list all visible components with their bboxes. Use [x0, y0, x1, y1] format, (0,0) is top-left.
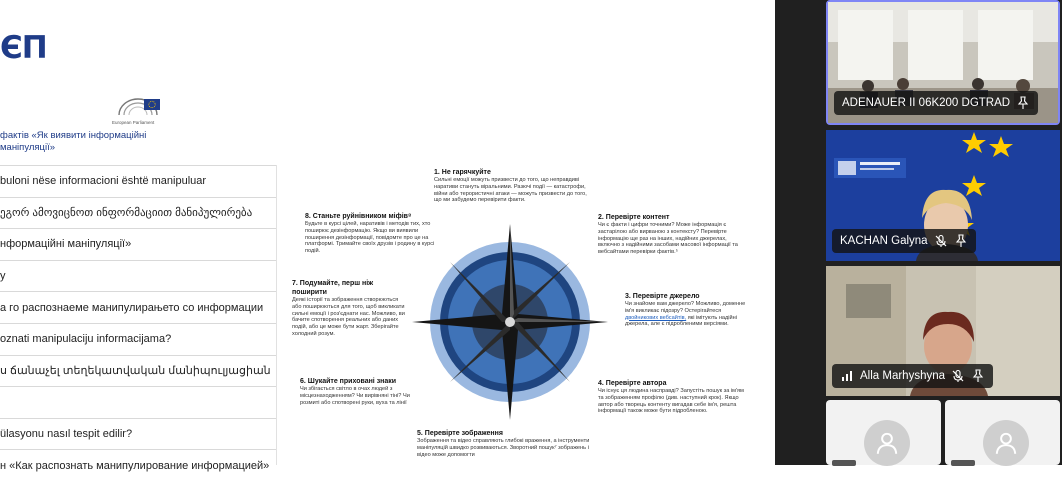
pin-icon[interactable] [954, 234, 968, 248]
tip-text: Чи є факти і цифри точними? Може інформація є застарілою або вирваною з контексту? Перевірте інформацію ще раз на інших, надійних джерелах, включно з надійними засобами масової інформації та вебсайтами перевірки фактів.⁵ [598, 222, 738, 256]
participant-name: KACHAN Galyna [840, 235, 928, 247]
panel-separator [775, 0, 822, 465]
tip-text: Зображення та відео справляють глибокі враження, а інструменти маніпуляцій швидко розвиваються. Зворотний пошук⁷ зображень і відео може допомогти [417, 438, 590, 458]
tip-7 [292, 279, 408, 338]
person-icon [993, 430, 1019, 456]
signal-bars-icon [840, 369, 854, 383]
list-item[interactable] [0, 386, 276, 418]
infographic [277, 165, 775, 465]
tip-title: 1. Не гарячкуйте [434, 169, 491, 176]
tip-1 [434, 168, 587, 204]
tip-text-part: які імітують надійні джерела, але є підробленими версіями. [625, 314, 738, 328]
page-title: фактів «Як виявити інформаційні маніпуляції» [0, 130, 147, 153]
tip-title: 5. Перевірте зображення [417, 430, 503, 437]
tip-title: 3. Перевірте джерело [625, 293, 700, 300]
list-item[interactable]: нформаційні маніпуляції» [0, 228, 276, 260]
list-item[interactable]: buloni nëse informacioni është manipuluar [0, 165, 276, 197]
participant-name: ADENAUER II 06K200 DGTRAD [842, 97, 1011, 109]
tip-4 [598, 379, 748, 415]
participant-name-tag [832, 364, 993, 388]
tip-text: Сильні емоції можуть призвести до того, що неправдиві наративи стануть віральними. Разючі події — катастрофи, війни або терористичні атаки — можуть призвести до того, що ми забудемо перевірити факти. [434, 177, 587, 204]
person-icon [874, 430, 900, 456]
tip-text: Деякі історії та зображення створюються або поширюються для того, щоб викликати сильні емоції і роз'єднати нас. Можливо, ви бачите спотворення реальних або даних подій, або це може бути жарт. Зберігайте холодний розум. [292, 297, 405, 337]
avatar [983, 420, 1029, 466]
list-item[interactable]: oznati manipulaciju informacijama? [0, 323, 276, 355]
tip-text: Чи збігається світло в очах людей з місцезнаходженням? Чи вирівняні тіні? Чи розмиті або спотворені руки, вуха та лінії [300, 386, 410, 406]
mic-muted-icon [951, 369, 965, 383]
tip-title: 7. Подумайте, перш ніж поширити [292, 280, 374, 296]
avatar [864, 420, 910, 466]
tip-title: 6. Шукайте приховані знаки [300, 378, 397, 385]
tip-text [625, 301, 747, 328]
ep-header-card [0, 90, 175, 164]
participant-tile-small[interactable] [945, 400, 1060, 465]
participant-tile-kachan[interactable] [826, 130, 1060, 261]
list-item[interactable]: ეგორ ამოვიცნოთ ინფორმაციით მანიპულირება [0, 197, 276, 229]
pin-icon[interactable] [971, 369, 985, 383]
tip-text-part: Чи знайоме вам джерело? Можливо, доменне ім'я викликає підозру? Остерігайтеся [625, 301, 746, 314]
tip-3 [625, 292, 747, 328]
status-badge [951, 460, 975, 466]
pin-icon[interactable] [1016, 96, 1030, 110]
list-item[interactable]: н «Как распознать манипулирование информацией» [0, 449, 276, 481]
participant-name-tag [832, 229, 976, 253]
participants-panel [822, 0, 1062, 465]
status-badge [832, 460, 856, 466]
participant-tile-small[interactable] [826, 400, 941, 465]
participant-tile-room[interactable] [826, 0, 1060, 125]
participant-name-tag [834, 91, 1038, 115]
compass-icon [410, 222, 610, 422]
list-item[interactable]: а го распознаеме манипулирањето со информации [0, 291, 276, 323]
tip-title: 2. Перевірте контент [598, 214, 670, 221]
tip-text: Чи існує ця людина насправді? Запустіть пошук за ім'ям та зображенням профілю (див. наступний крок). Якщо автор або творець контенту вигадав себе ім'я, решта інформації також може бути підробленою. [598, 388, 744, 415]
participant-tile-marhyshyna[interactable] [826, 266, 1060, 396]
participant-name: Alla Marhyshyna [860, 370, 946, 382]
tip-title: 4. Перевірте автора [598, 380, 667, 387]
ep-emblem-icon [113, 93, 163, 119]
language-list [0, 165, 276, 481]
list-item[interactable]: ülasyonu nasıl tespit edilir? [0, 418, 276, 450]
ep-emblem-label: European Parliament [112, 120, 155, 125]
tip-text: Будьте в курсі цілей, наративів і методів тих, хто поширює дезінформацію. Якщо ви виявили поширення дезінформації, повідомте про це на платформі. Тримайте своїх друзів і родину в курсі подій. [305, 221, 435, 255]
list-item[interactable]: ս ճանաչել տեղեկատվական մանիպուլյացիան [0, 355, 276, 387]
ep-logo: ЄП [0, 30, 47, 66]
list-item[interactable]: у [0, 260, 276, 292]
mic-muted-icon [934, 234, 948, 248]
tip-5 [417, 429, 595, 458]
tip-2 [598, 213, 748, 256]
tip-title: 8. Станьте руйнівником міфів⁸ [305, 213, 412, 220]
fake-websites-link[interactable]: двойникових вебсайтів, [625, 314, 687, 321]
